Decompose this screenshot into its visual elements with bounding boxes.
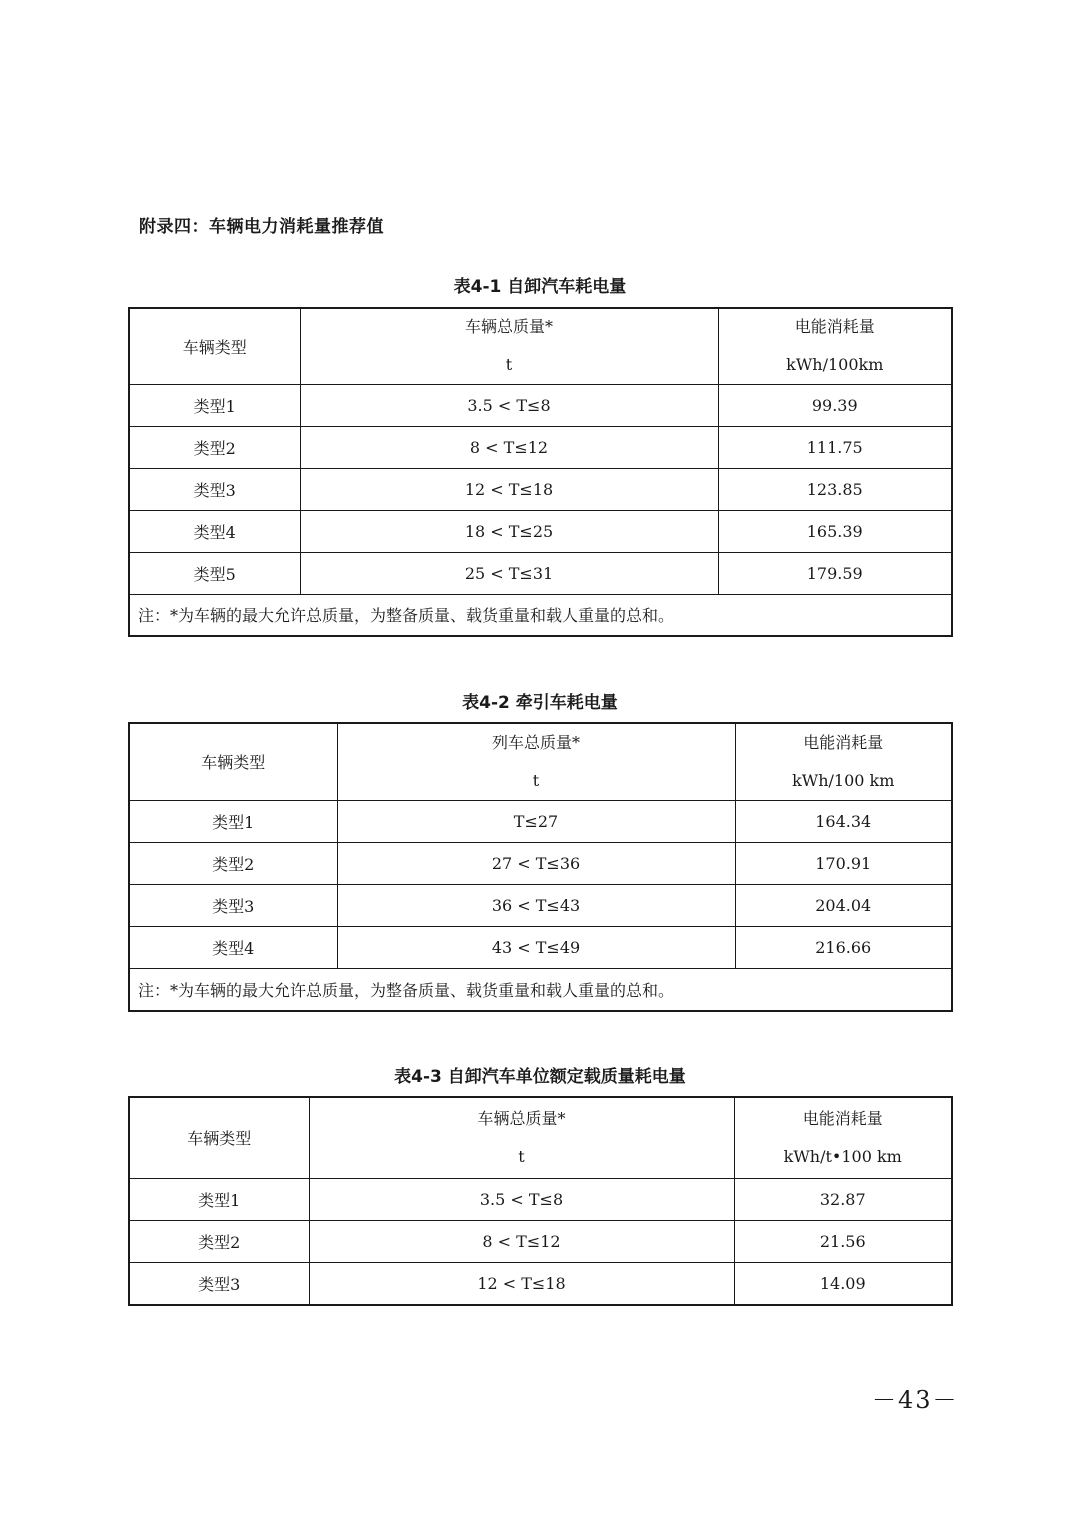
table-note-row: [129, 968, 952, 1011]
col-header-vehicle-type: 车辆类型: [129, 723, 337, 800]
cell-value: 179.59: [718, 552, 952, 594]
col-header-mass-title: 车辆总质量*: [464, 317, 553, 337]
col-header-energy-title: 电能消耗量: [803, 732, 884, 752]
cell-value: 21.56: [734, 1220, 952, 1262]
table-header-row: [129, 308, 952, 384]
cell-range: 3.5 < T≤8: [300, 384, 718, 426]
cell-type: 类型5: [129, 552, 300, 594]
cell-value: 32.87: [734, 1178, 952, 1220]
col-header-mass-unit: t: [518, 1146, 525, 1166]
col-header-mass-title: 列车总质量*: [491, 732, 580, 752]
col-header-train-mass: [337, 723, 735, 800]
cell-value: 164.34: [735, 800, 952, 842]
cell-type: 类型1: [129, 800, 337, 842]
col-header-mass-unit: t: [532, 770, 540, 790]
cell-range: 43 < T≤49: [337, 926, 735, 968]
page-number: －43－: [872, 1386, 959, 1414]
table-row: [129, 884, 952, 926]
cell-range: 12 < T≤18: [300, 468, 718, 510]
table-row: [129, 1220, 952, 1262]
col-header-mass-title: 车辆总质量*: [477, 1108, 566, 1128]
table-note: 注：*为车辆的最大允许总质量，为整备质量、载货重量和载人重量的总和。: [129, 968, 952, 1011]
col-header-energy: [718, 308, 952, 384]
cell-type: 类型1: [129, 1178, 309, 1220]
cell-type: 类型1: [129, 384, 300, 426]
cell-range: T≤27: [337, 800, 735, 842]
cell-range: 3.5 < T≤8: [309, 1178, 734, 1220]
table-4-2-caption: 表4-2 牵引车耗电量: [462, 693, 618, 713]
cell-value: 165.39: [718, 510, 952, 552]
cell-range: 8 < T≤12: [309, 1220, 734, 1262]
col-header-energy: [735, 723, 952, 800]
table-row: [129, 468, 952, 510]
table-row: [129, 926, 952, 968]
table-header-row: [129, 1097, 952, 1178]
col-header-energy-title: 电能消耗量: [794, 317, 875, 337]
cell-type: 类型4: [129, 510, 300, 552]
table-4-3-caption: 表4-3 自卸汽车单位额定载质量耗电量: [394, 1067, 686, 1087]
cell-type: 类型3: [129, 884, 337, 926]
table-4-2: [128, 722, 953, 1012]
table-4-3: [128, 1096, 953, 1306]
table-row: [129, 384, 952, 426]
table-row: [129, 552, 952, 594]
cell-range: 36 < T≤43: [337, 884, 735, 926]
col-header-energy: [734, 1097, 952, 1178]
table-row: [129, 1178, 952, 1220]
col-header-vehicle-type: 车辆类型: [129, 1097, 309, 1178]
table-row: [129, 1262, 952, 1305]
cell-range: 18 < T≤25: [300, 510, 718, 552]
table-4-1: [128, 307, 953, 637]
table-header-row: [129, 723, 952, 800]
cell-value: 14.09: [734, 1262, 952, 1305]
cell-type: 类型3: [129, 1262, 309, 1305]
table-row: [129, 842, 952, 884]
col-header-mass-unit: t: [505, 355, 513, 375]
cell-type: 类型3: [129, 468, 300, 510]
table-4-1-caption: 表4-1 自卸汽车耗电量: [453, 277, 627, 297]
col-header-energy-unit: kWh/100km: [786, 355, 884, 375]
cell-value: 111.75: [718, 426, 952, 468]
col-header-energy-title: 电能消耗量: [802, 1108, 883, 1128]
table-note-row: [129, 594, 952, 636]
cell-range: 25 < T≤31: [300, 552, 718, 594]
col-header-total-mass: [300, 308, 718, 384]
cell-type: 类型2: [129, 842, 337, 884]
cell-type: 类型2: [129, 1220, 309, 1262]
cell-value: 123.85: [718, 468, 952, 510]
table-row: [129, 426, 952, 468]
col-header-energy-unit: kWh/t•100 km: [783, 1146, 902, 1166]
cell-type: 类型4: [129, 926, 337, 968]
table-row: [129, 800, 952, 842]
appendix-heading: 附录四：车辆电力消耗量推荐值: [139, 217, 384, 237]
cell-value: 216.66: [735, 926, 952, 968]
col-header-energy-unit: kWh/100 km: [792, 770, 895, 790]
cell-value: 170.91: [735, 842, 952, 884]
cell-value: 99.39: [718, 384, 952, 426]
cell-type: 类型2: [129, 426, 300, 468]
cell-value: 204.04: [735, 884, 952, 926]
cell-range: 8 < T≤12: [300, 426, 718, 468]
cell-range: 27 < T≤36: [337, 842, 735, 884]
table-note: 注：*为车辆的最大允许总质量，为整备质量、载货重量和载人重量的总和。: [129, 594, 952, 636]
cell-range: 12 < T≤18: [309, 1262, 734, 1305]
col-header-total-mass: [309, 1097, 734, 1178]
col-header-vehicle-type: 车辆类型: [129, 308, 300, 384]
table-row: [129, 510, 952, 552]
